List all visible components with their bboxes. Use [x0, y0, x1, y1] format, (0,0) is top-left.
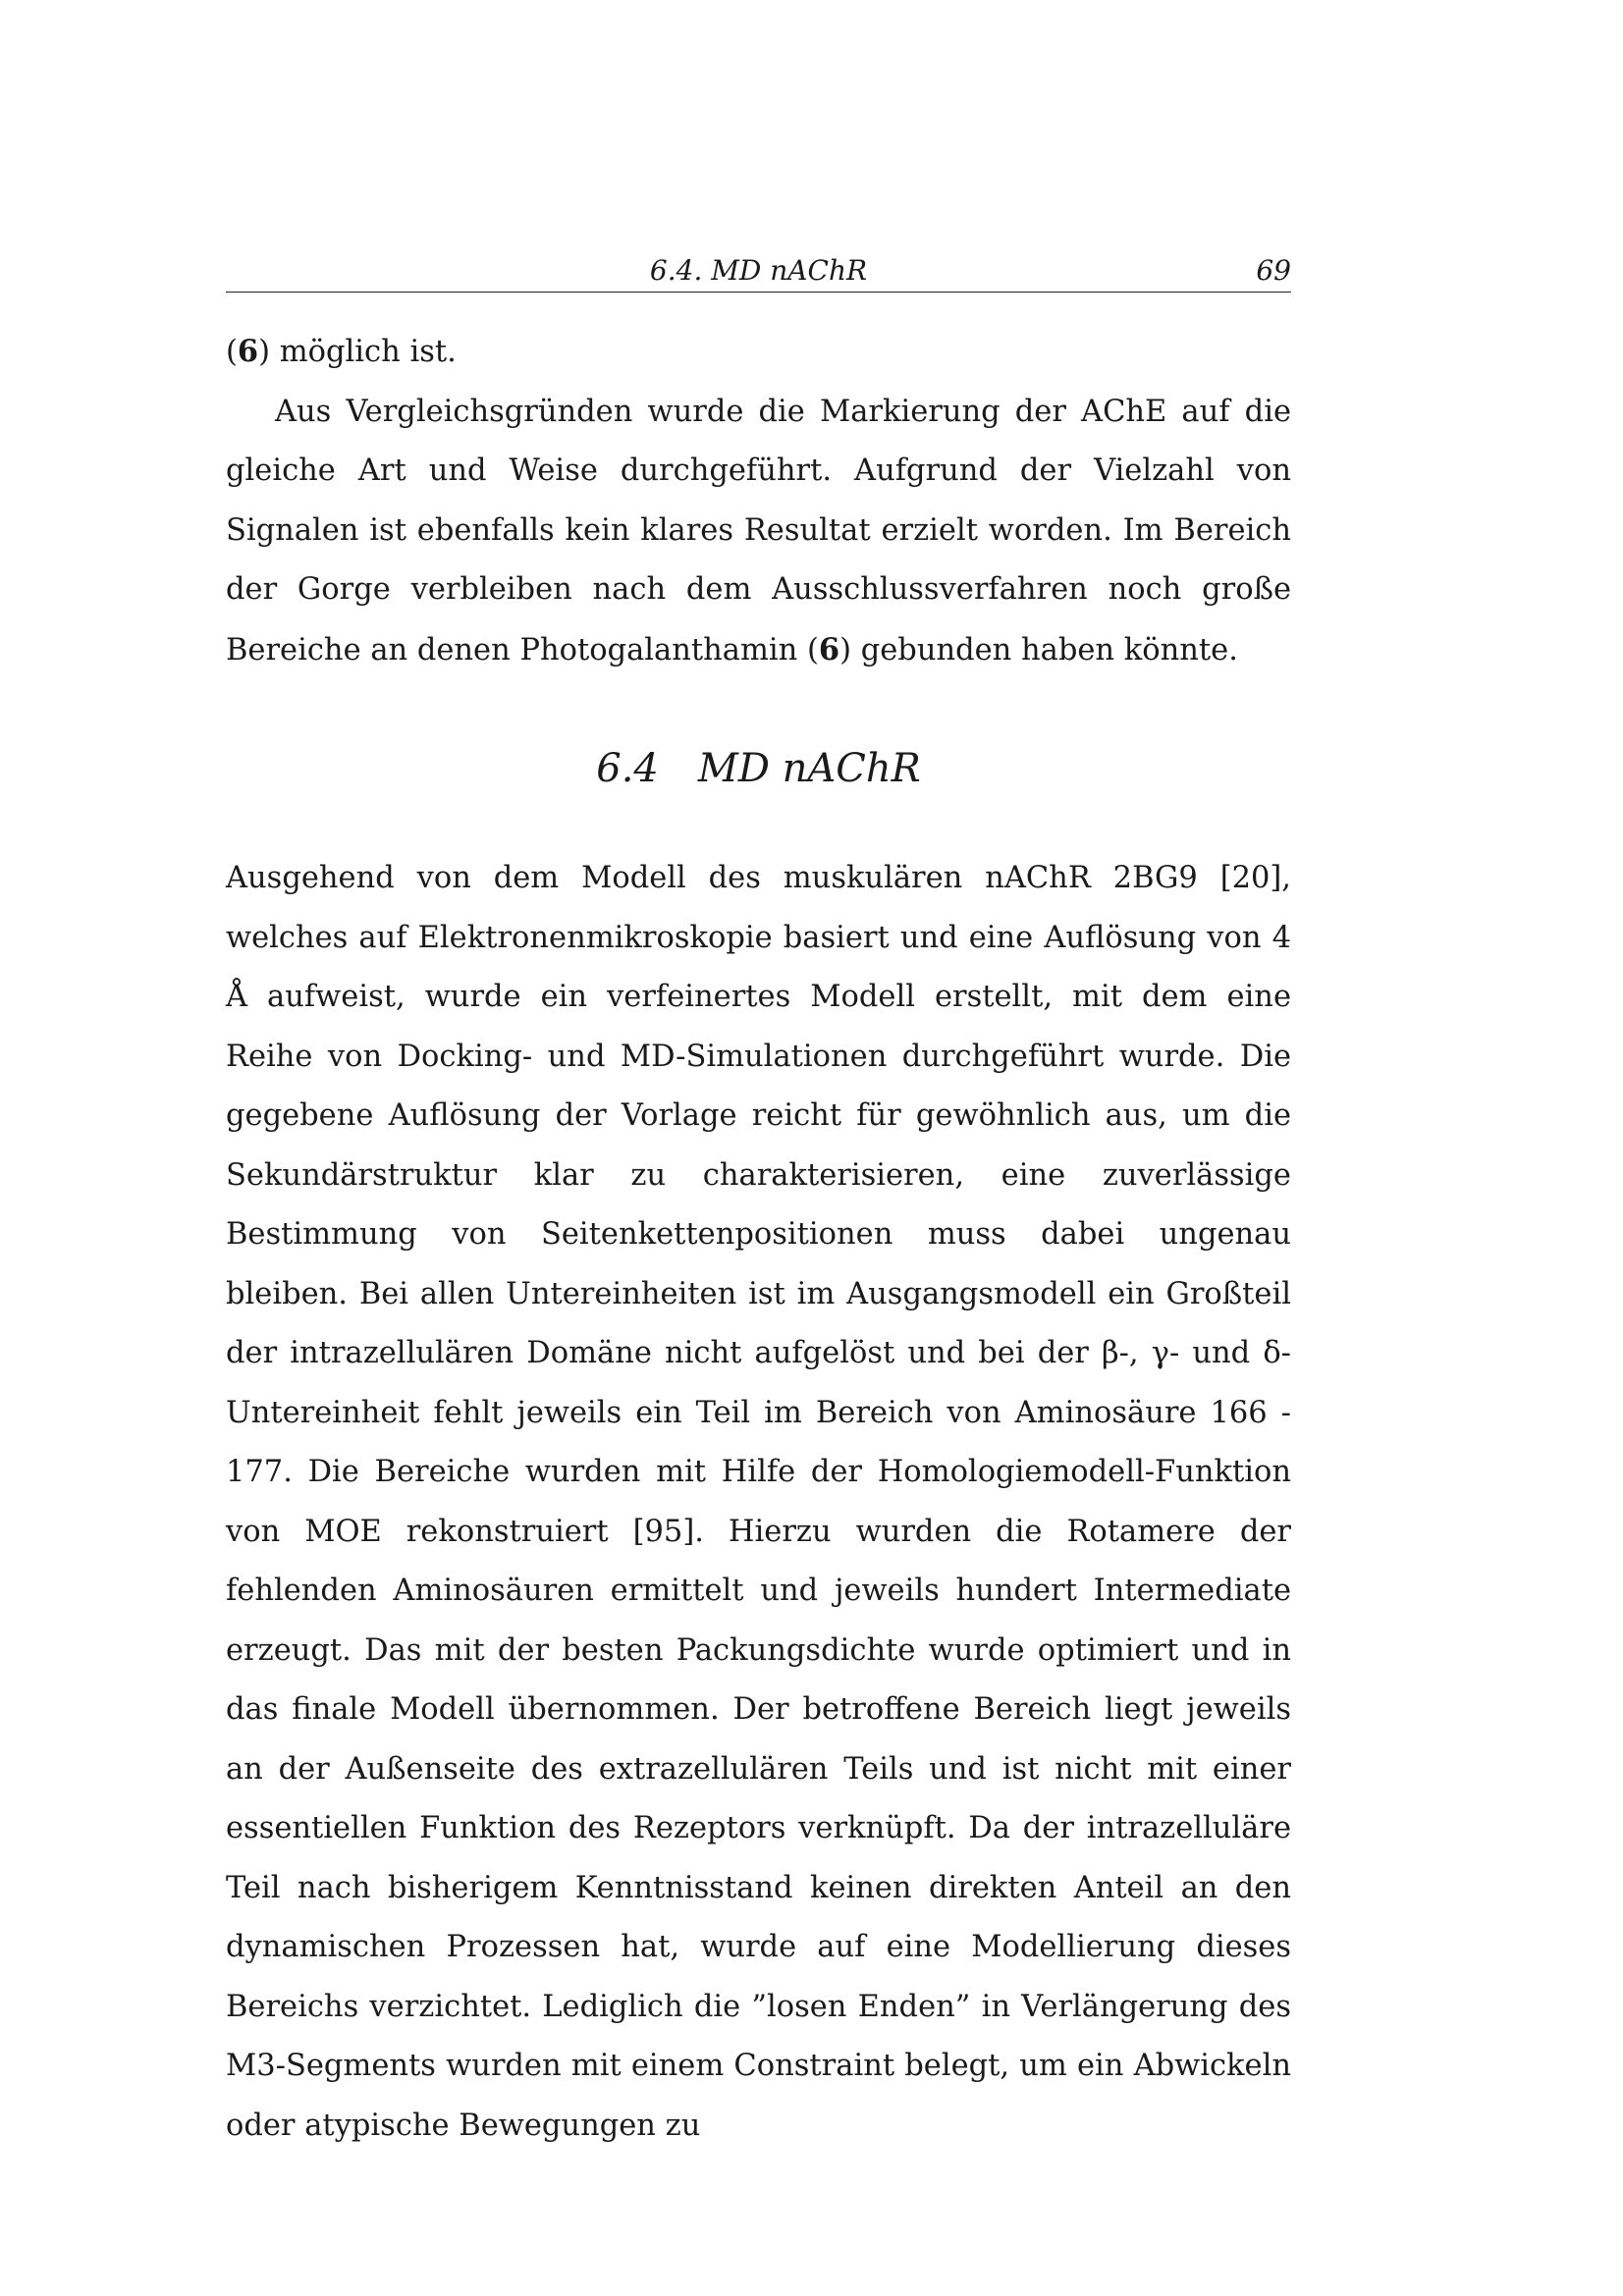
- compound-ref: 6: [237, 334, 259, 369]
- paragraph-continuation: [226, 322, 1291, 383]
- section-number: 6.4: [596, 746, 659, 791]
- paragraph-model-description: Ausgehend von dem Modell des muskulären nAChR 2BG9 [20], welches auf Elektronenmikroskopie basiert und eine Auflösung von 4 Å aufweist, wurde ein verfeinertes Modell erstellt, mit dem eine Reihe von Docking- und MD-Simulationen durchgeführt wurde. Die gegebene Auflösung der Vorlage reicht für gewöhnlich aus, um die Sekundärstruktur klar zu charakterisieren, eine zuverlässige Bestimmung von Seitenkettenpositionen muss dabei ungenau bleiben. Bei allen Untereinheiten ist im Ausgangsmodell ein Großteil der intrazellulären Domäne nicht aufgelöst und bei der β-, γ- und δ-Untereinheit fehlt jeweils ein Teil im Bereich von Aminosäure 166 - 177. Die Bereiche wurden mit Hilfe der Homologiemodell-Funktion von MOE rekonstruiert [95]. Hierzu wurden die Rotamere der fehlenden Aminosäuren ermittelt und jeweils hundert Intermediate erzeugt. Das mit der besten Packungsdichte wurde optimiert und in das finale Modell übernommen. Der betroffene Bereich liegt jeweils an der Außenseite des extrazellulären Teils und ist nicht mit einer essentiellen Funktion des Rezeptors verknüpft. Da der intrazelluläre Teil nach bisherigem Kenntnisstand keinen direkten Anteil an den dynamischen Prozessen hat, wurde auf eine Modellierung dieses Bereichs verzichtet. Lediglich die ”losen Enden” in Verlängerung des M3-Segments wurden mit einem Constraint belegt, um ein Abwickeln oder atypische Bewegungen zu: [226, 861, 1291, 2143]
- running-header-title: 6.4. MD nAChR: [649, 254, 868, 287]
- section-title: MD nAChR: [697, 746, 921, 791]
- paragraph-ache-comparison: [226, 383, 1291, 681]
- page-number: 69: [1256, 254, 1291, 287]
- text-segment: (: [226, 335, 238, 369]
- text-segment: Aus Vergleichsgründen wurde die Markierung der AChE auf die gleiche Art und Weise durchgeführt. Aufgrund der Vielzahl von Signalen ist ebenfalls kein klares Resultat erzielt worden. Im Bereich der Gorge verbleiben nach dem Ausschlussverfahren noch große Bereiche an denen Photogalanthamin (: [226, 394, 1291, 667]
- page: [226, 250, 1291, 2156]
- text-segment: ) möglich ist.: [258, 335, 457, 369]
- compound-ref: 6: [818, 631, 840, 667]
- running-header: [226, 250, 1291, 293]
- text-segment: ) gebunden haben könnte.: [839, 632, 1238, 667]
- body-text: [226, 322, 1291, 2156]
- section-heading: [226, 739, 1291, 798]
